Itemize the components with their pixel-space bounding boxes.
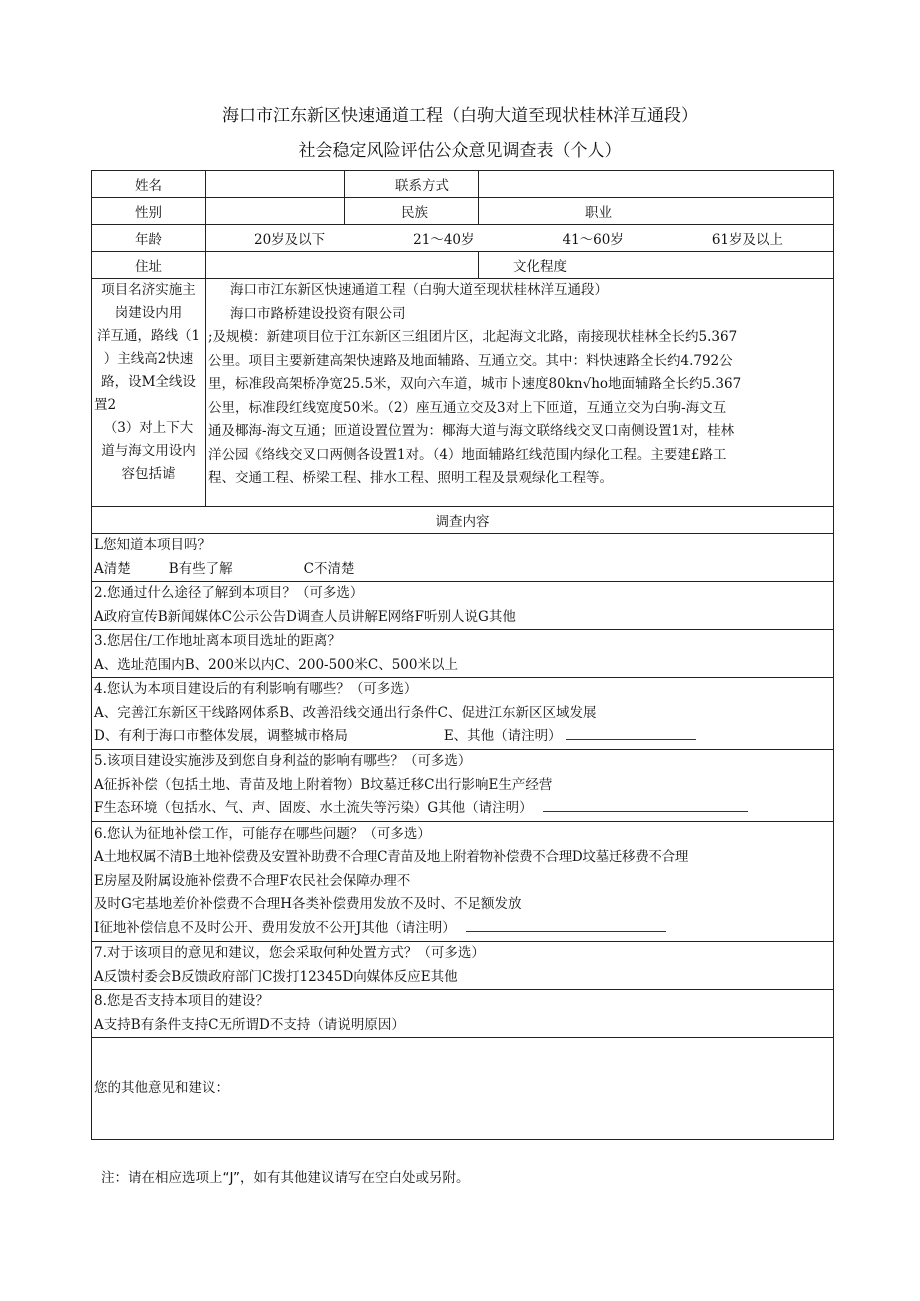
q4-other-blank[interactable] bbox=[566, 725, 696, 740]
q5-options-line2[interactable]: F生态环境（包括水、气、声、固废、水土流失等污染）G其他（请注明） bbox=[94, 800, 533, 817]
q8-options[interactable]: A支持B有条件支持C无所谓D不支持（请说明原因） bbox=[94, 1016, 405, 1033]
q3-options[interactable]: A、选址范围内B、200米以内C、200-500米C、500米以上 bbox=[94, 656, 458, 673]
question-6-text: 6.您认为征地补偿工作，可能存在哪些问题？（可多选） bbox=[94, 825, 431, 842]
project-owner: 海口市路桥建设投资有限公司 bbox=[230, 305, 406, 322]
project-text-line: 洋公园《络线交叉口两侧各设置1对。（4）地面辅路红线范围内绿化工程。主要建£路工 bbox=[208, 446, 727, 463]
q1-option-c[interactable]: C不清楚 bbox=[303, 560, 355, 577]
row-name bbox=[92, 171, 834, 198]
row-project bbox=[92, 279, 834, 507]
question-8 bbox=[92, 990, 834, 1038]
project-description bbox=[206, 279, 834, 507]
project-text-line: 公里。项目主要新建高架快速路及地面辅路、互通立交。其中：料快速路全长约4.792公 bbox=[208, 352, 733, 369]
project-text-line: 公里，标准段红线宽度50米。（2）座互通立交及3对上下匝道，互通立交为白驹-海文互 bbox=[208, 399, 727, 416]
project-label-line: 容包括谑 bbox=[121, 466, 176, 482]
form-title-line1: 海口市江东新区快速通道工程（白驹大道至现状桂林洋互通段） bbox=[222, 106, 698, 126]
project-text-line: 里，标准段高架桥净宽25.5米，双向六车道，城市卜速度80kn√ho地面辅路全长约5.367 bbox=[208, 376, 742, 392]
row-other-comments bbox=[92, 1038, 834, 1140]
name-label: 姓名 bbox=[92, 171, 206, 198]
row-gender bbox=[92, 198, 834, 225]
row-address bbox=[92, 252, 834, 279]
q7-options[interactable]: A反馈村委会B反馈政府部门C拨打12345D向媒体反应E其他 bbox=[94, 968, 458, 985]
row-age bbox=[92, 225, 834, 252]
q2-options[interactable]: A政府宣传B新闻媒体C公示公告D调查人员讲解E网络F听别人说G其他 bbox=[94, 608, 516, 625]
q5-options-line1[interactable]: A征拆补偿（包括土地、青苗及地上附着物）B坟墓迁移C出行影响E生产经营 bbox=[94, 776, 553, 793]
q4-options-line1[interactable]: A、完善江东新区干线路网体系B、改善沿线交通出行条件C、促进江东新区区域发展 bbox=[94, 704, 597, 721]
address-label: 住址 bbox=[92, 252, 206, 279]
contact-label: 联系方式 bbox=[395, 178, 449, 194]
address-field[interactable] bbox=[206, 252, 479, 279]
form-title-line2: 社会稳定风险评估公众意见调查表（个人） bbox=[298, 141, 622, 161]
question-3-text: 3.您居住/工作地址离本项目选址的距离？ bbox=[94, 633, 341, 649]
question-2-text: 2.您通过什么途径了解到本项目？（可多选） bbox=[94, 585, 364, 601]
project-text-line: 程、交通工程、桥梁工程、排水工程、照明工程及景观绿化工程等。 bbox=[208, 470, 613, 486]
question-3 bbox=[92, 630, 834, 678]
question-1 bbox=[92, 534, 834, 582]
question-4-text: 4.您认为本项目建设后的有利影响有哪些？（可多选） bbox=[94, 681, 418, 698]
survey-form-table bbox=[91, 170, 834, 1140]
project-label-line: （3）对上下大 bbox=[103, 420, 194, 436]
project-label-line: 路，设M全线设 bbox=[101, 374, 196, 390]
other-comments-field[interactable] bbox=[92, 1038, 834, 1140]
age-options-cell bbox=[206, 225, 834, 252]
name-field[interactable] bbox=[206, 171, 345, 198]
q4-option-d[interactable]: D、有利于海口市整体发展，调整城市格局 bbox=[94, 728, 348, 745]
age-option-3[interactable]: 41～60岁 bbox=[562, 232, 624, 248]
project-label-line: 项目名济实施主 bbox=[101, 282, 196, 298]
education-cell[interactable] bbox=[479, 252, 834, 279]
project-label bbox=[92, 279, 206, 507]
age-option-2[interactable]: 21～40岁 bbox=[413, 232, 475, 248]
occupation-cell[interactable] bbox=[479, 198, 834, 225]
project-label-line: 道与海文用设内 bbox=[101, 443, 196, 459]
q6-options-line2[interactable]: E房屋及附属设施补偿费不合理F农民社会保障办理不 bbox=[94, 872, 411, 889]
question-7-text: 7.对于该项目的意见和建议，您会采取何种处置方式？（可多选） bbox=[94, 945, 485, 961]
question-1-text: L您知道本项目吗？ bbox=[94, 537, 211, 553]
question-7 bbox=[92, 942, 834, 990]
project-label-line: 岗建设内用 bbox=[114, 305, 183, 321]
row-survey-header bbox=[92, 507, 834, 534]
project-text-line: ;及规模：新建项目位于江东新区三组团片区，北起海文北路，南接现状桂林全长约5.367 bbox=[208, 329, 738, 345]
q6-other-blank[interactable] bbox=[466, 917, 666, 932]
question-8-text: 8.您是否支持本项目的建设？ bbox=[94, 993, 269, 1009]
occupation-label: 职业 bbox=[585, 205, 612, 221]
question-2 bbox=[92, 582, 834, 630]
project-label-line: 洋互通，路线（1 bbox=[96, 328, 201, 344]
project-name: 海口市江东新区快速通道工程（白驹大道至现状桂林洋互通段） bbox=[230, 282, 608, 298]
gender-label: 性别 bbox=[92, 198, 206, 225]
q6-options-line4[interactable]: I征地补偿信息不及时公开、费用发放不公开J其他（请注明） bbox=[94, 919, 456, 936]
age-option-4[interactable]: 61岁及以上 bbox=[711, 232, 783, 248]
gender-field[interactable] bbox=[206, 198, 345, 225]
ethnicity-cell bbox=[345, 198, 479, 225]
footer-note: 注：请在相应选项上“J”，如有其他建议请写在空白处或另附。 bbox=[101, 1170, 470, 1186]
contact-field[interactable] bbox=[479, 171, 834, 198]
question-4 bbox=[92, 678, 834, 750]
education-label: 文化程度 bbox=[513, 259, 567, 275]
q1-option-b[interactable]: B有些了解 bbox=[168, 560, 233, 577]
project-label-line: 置2 bbox=[94, 397, 117, 413]
question-6 bbox=[92, 822, 834, 942]
survey-header: 调查内容 bbox=[92, 507, 834, 534]
q6-options-line3[interactable]: 及时G宅基地差价补偿费不合理H各类补偿费用发放不及时、不足额发放 bbox=[94, 896, 522, 913]
ethnicity-label: 民族 bbox=[401, 205, 428, 221]
age-option-1[interactable]: 20岁及以下 bbox=[254, 232, 326, 248]
contact-cell bbox=[345, 171, 479, 198]
age-label: 年龄 bbox=[92, 225, 206, 252]
q1-option-a[interactable]: A清楚 bbox=[94, 560, 131, 577]
question-5-text: 5.该项目建设实施涉及到您自身利益的影响有哪些？（可多选） bbox=[94, 753, 472, 770]
q6-options-line1[interactable]: A土地权属不清B土地补偿费及安置补助费不合理C青苗及地上附着物补偿费不合理D坟墓迁移费不合理 bbox=[94, 849, 689, 866]
project-text-line: 通及椰海-海文互通；匝道设置位置为：椰海大道与海文联络线交叉口南侧设置1对，桂林 bbox=[208, 423, 735, 439]
other-comments-label: 您的其他意见和建议： bbox=[94, 1079, 229, 1096]
q5-other-blank[interactable] bbox=[543, 797, 748, 812]
question-5 bbox=[92, 750, 834, 822]
q4-option-e[interactable]: E、其他（请注明） bbox=[443, 728, 562, 745]
project-label-line: ）主线高2快速 bbox=[103, 351, 194, 367]
